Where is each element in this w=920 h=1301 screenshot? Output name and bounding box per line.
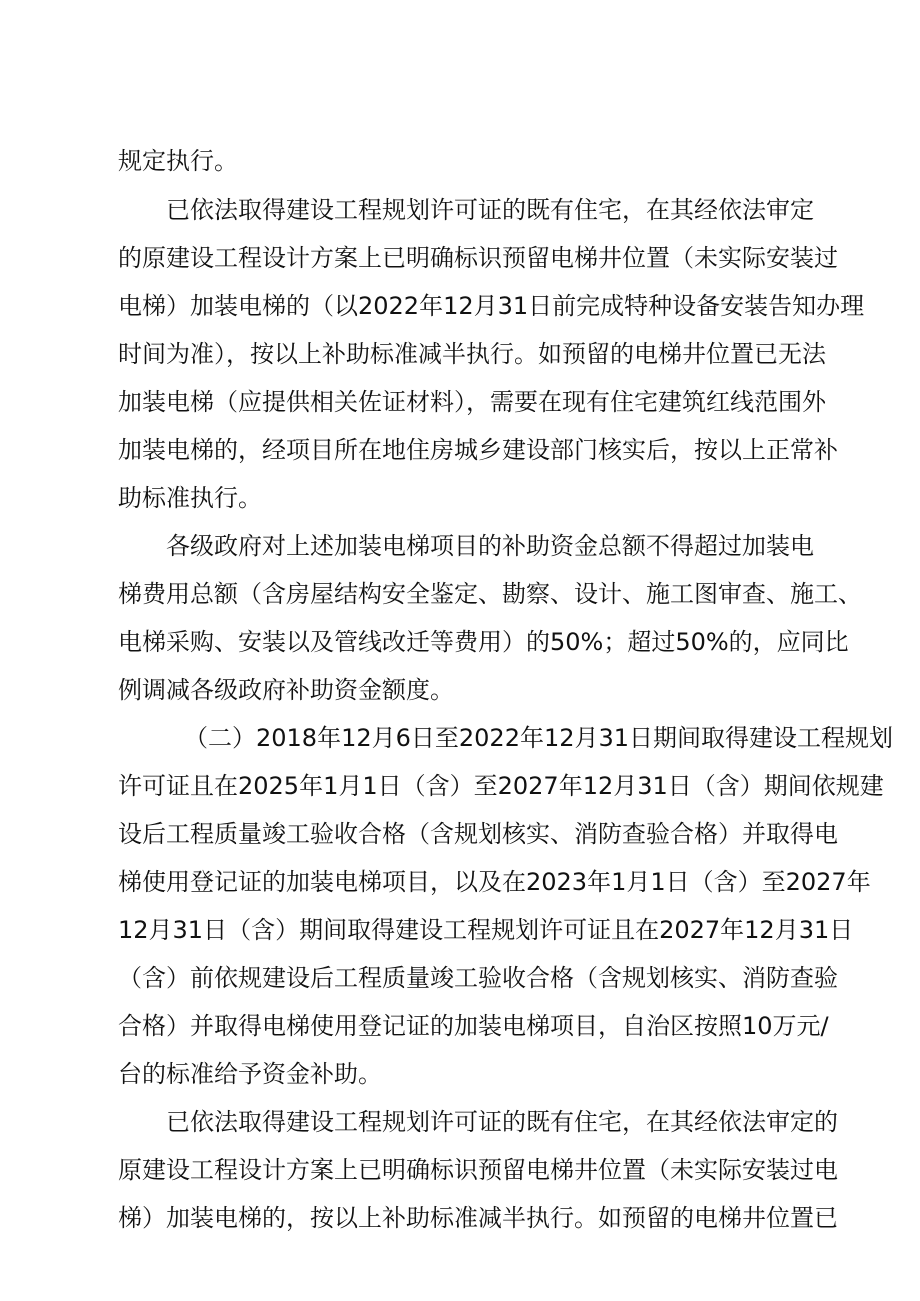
text-line: 合格）并取得电梯使用登记证的加装电梯项目，自治区按照10万元/ xyxy=(118,1012,829,1040)
text-line: 许可证且在2025年1月1日（含）至2027年12月31日（含）期间依规建 xyxy=(118,772,884,800)
text-line: 梯）加装电梯的，按以上补助标准减半执行。如预留的电梯井位置已 xyxy=(118,1204,838,1232)
text-line: 例调减各级政府补助资金额度。 xyxy=(118,676,454,704)
text-line: 加装电梯（应提供相关佐证材料），需要在现有住宅建筑红线范围外 xyxy=(118,388,826,416)
text-line: 台的标准给予资金补助。 xyxy=(118,1060,382,1088)
text-line: 已依法取得建设工程规划许可证的既有住宅，在其经依法审定 xyxy=(166,196,814,224)
text-line: 电梯）加装电梯的（以2022年12月31日前完成特种设备安装告知办理 xyxy=(118,292,865,320)
text-line: 梯费用总额（含房屋结构安全鉴定、勘察、设计、施工图审查、施工、 xyxy=(118,580,862,608)
text-line: 原建设工程设计方案上已明确标识预留电梯井位置（未实际安装过电 xyxy=(118,1156,838,1184)
text-line: 规定执行。 xyxy=(118,147,238,175)
text-line: （含）前依规建设后工程质量竣工验收合格（含规划核实、消防查验 xyxy=(118,964,838,992)
text-line: 加装电梯的，经项目所在地住房城乡建设部门核实后，按以上正常补 xyxy=(118,436,838,464)
text-line: 设后工程质量竣工验收合格（含规划核实、消防查验合格）并取得电 xyxy=(118,820,838,848)
text-line: 梯使用登记证的加装电梯项目，以及在2023年1月1日（含）至2027年 xyxy=(118,868,871,896)
text-line: 的原建设工程设计方案上已明确标识预留电梯井位置（未实际安装过 xyxy=(118,244,838,272)
text-line: 各级政府对上述加装电梯项目的补助资金总额不得超过加装电 xyxy=(166,532,814,560)
text-line: 电梯采购、安装以及管线改迁等费用）的50%；超过50%的，应同比 xyxy=(118,628,849,656)
text-line: 12月31日（含）期间取得建设工程规划许可证且在2027年12月31日 xyxy=(118,916,854,944)
text-line: 已依法取得建设工程规划许可证的既有住宅，在其经依法审定的 xyxy=(166,1108,838,1136)
text-line: （二）2018年12月6日至2022年12月31日期间取得建设工程规划 xyxy=(184,724,894,752)
text-line: 时间为准），按以上补助标准减半执行。如预留的电梯井位置已无法 xyxy=(118,340,826,368)
text-line: 助标准执行。 xyxy=(118,484,262,512)
